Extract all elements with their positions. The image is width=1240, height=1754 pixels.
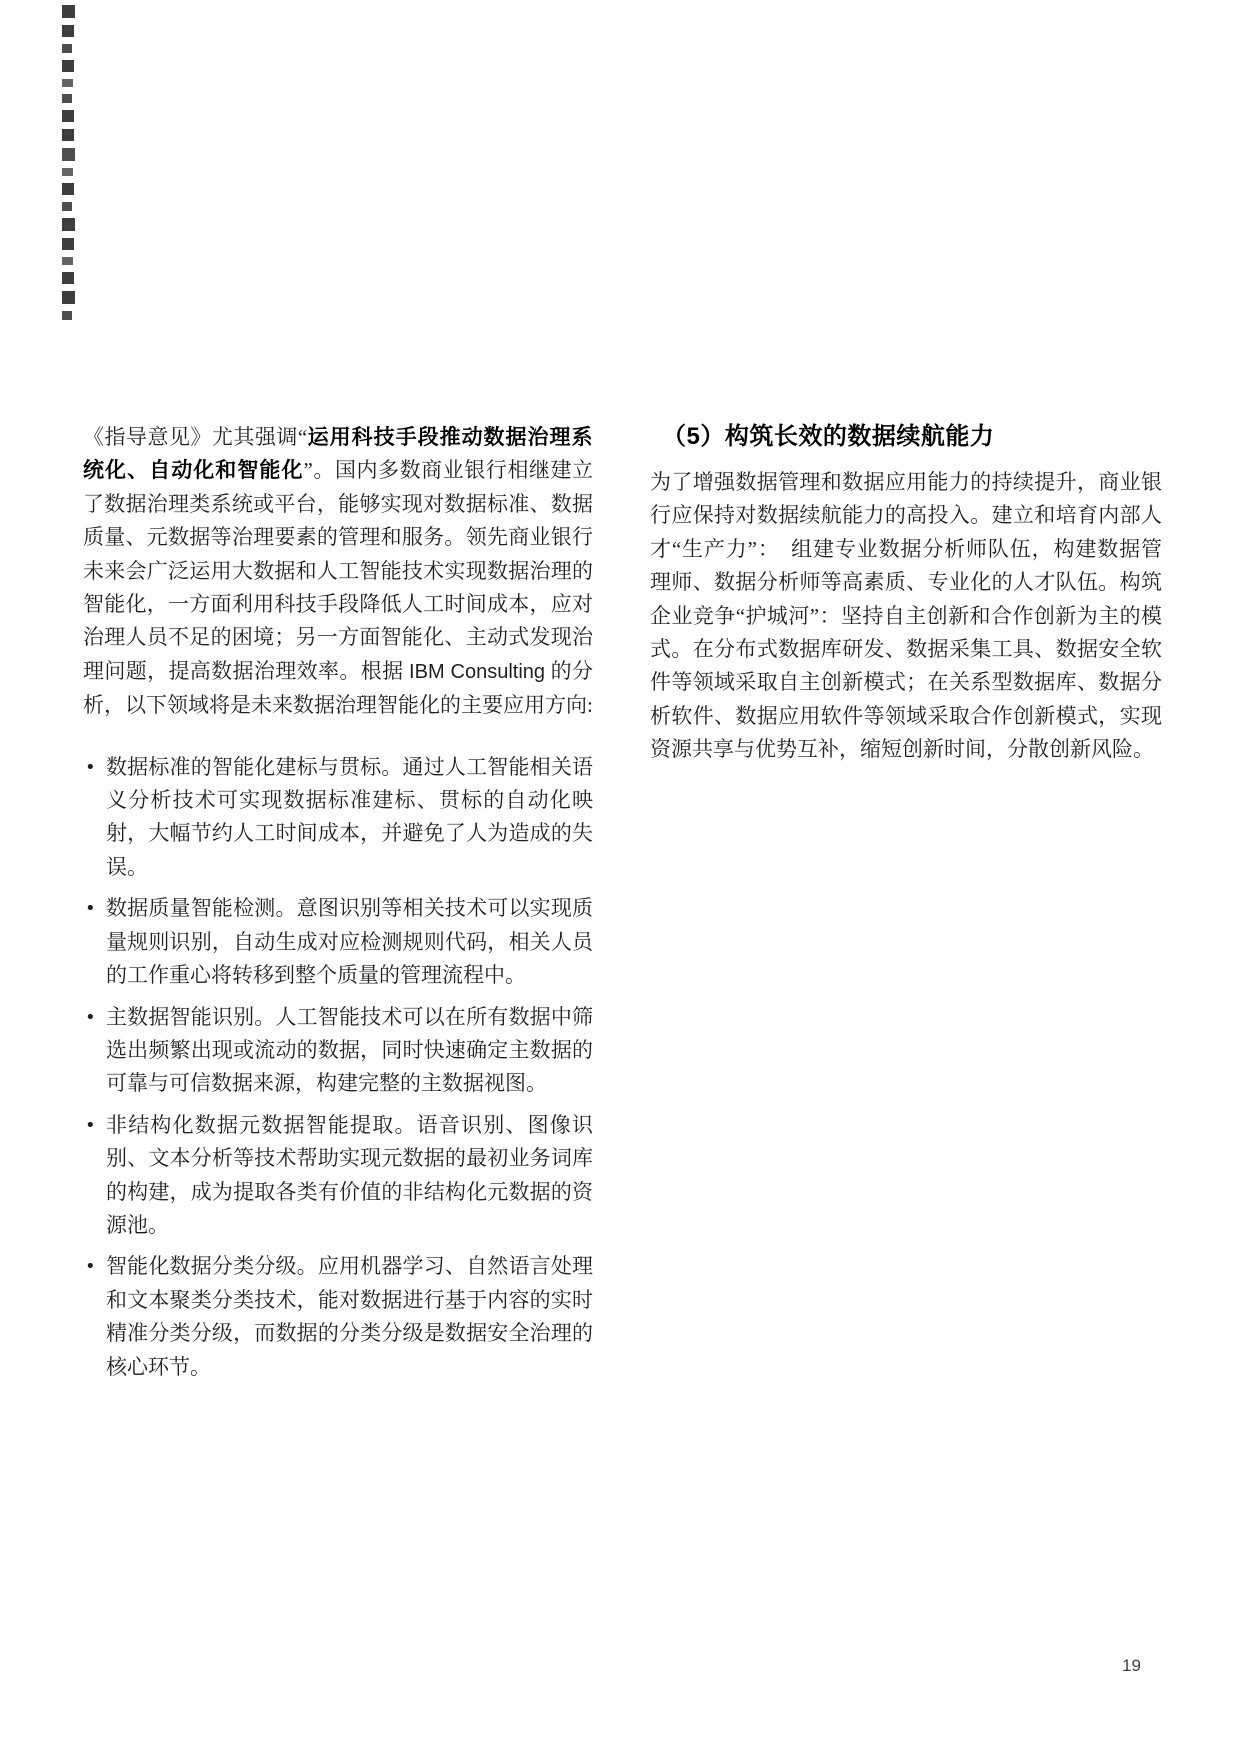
intro-body-tail-text: 的分析，以下领域将是未来数据治理智能化的主要应用方向: — [83, 658, 594, 718]
list-item — [83, 1001, 593, 1101]
application-areas-list — [83, 751, 593, 1384]
edge-mark — [62, 148, 75, 161]
edge-mark — [62, 110, 74, 122]
edge-mark — [62, 168, 73, 176]
list-item — [83, 892, 593, 992]
bullet-dot: • — [85, 1114, 96, 1136]
edge-mark — [62, 60, 74, 72]
edge-mark — [62, 257, 73, 265]
intro-bold-emphasis: 运用科技手段推动数据治理系统化、自动化和智能化 — [83, 426, 594, 483]
edge-mark — [62, 129, 74, 141]
list-item-text: 主数据智能识别。人工智能技术可以在所有数据中筛选出频繁出现或流动的数据，同时快速确定主数据的可靠与可信数据来源，构建完整的主数据视图。 — [106, 1004, 593, 1096]
edge-mark — [62, 202, 72, 211]
list-item-text: 数据标准的智能化建标与贯标。通过人工智能相关语义分析技术可实现数据标准建标、贯标的自动化映射，大幅节约人工时间成本，并避免了人为造成的失误。 — [106, 754, 593, 879]
list-item — [83, 1109, 593, 1243]
edge-mark — [62, 291, 75, 304]
section-heading: （5）构筑长效的数据续航能力 — [662, 423, 995, 450]
list-item-text: 非结构化数据元数据智能提取。语音识别、图像识别、文本分析等技术帮助实现元数据的最初业务词库的构建，成为提取各类有价值的非结构化元数据的资源池。 — [106, 1112, 593, 1237]
page-number: 19 — [1122, 1656, 1141, 1675]
edge-mark — [62, 5, 75, 18]
list-item — [83, 1250, 593, 1384]
edge-mark — [62, 311, 72, 320]
list-item-text: 智能化数据分类分级。应用机器学习、自然语言处理和文本聚类分类技术，能对数据进行基于内容的实时精准分类分级，而数据的分类分级是数据安全治理的核心环节。 — [106, 1254, 593, 1379]
ibm-consulting-text: IBM Consulting — [409, 660, 546, 683]
list-item — [83, 751, 593, 885]
edge-bleed-marks — [62, 5, 82, 320]
edge-mark — [62, 25, 74, 37]
bullet-dot: • — [85, 898, 96, 920]
edge-mark — [62, 79, 73, 87]
edge-mark — [62, 183, 74, 195]
intro-prefix-text: 《指导意见》尤其强调“ — [83, 425, 308, 449]
intro-paragraph — [83, 421, 593, 723]
edge-mark — [62, 44, 72, 53]
edge-mark — [62, 238, 74, 250]
left-column — [83, 421, 593, 1392]
intro-body-text: ”。国内多数商业银行相继建立了数据治理类系统或平台，能够实现对数据标准、数据质量、元数据等治理要素的管理和服务。领先商业银行未来会广泛运用大数据和人工智能技术实现数据治理的智能化，一方面利用科技手段降低人工时间成本，应对治理人员不足的困境；另一方面智能化、主动式发现治理问题，提高数据治理效率。根据 — [83, 458, 593, 683]
section-body-paragraph: 为了增强数据管理和数据应用能力的持续提升，商业银行应保持对数据续航能力的高投入。建立和培育内部人才“生产力”： 组建专业数据分析师队伍，构建数据管理师、数据分析师等高素质、专业化的人才队伍。构筑企业竞争“护城河”：坚持自主创新和合作创新为主的模式。在分布式数据库研发、数据采集工具、数据安全软件等领域采取自主创新模式；在关系型数据库、数据分析软件、数据应用软件等领域采取合作创新模式，实现资源共享与优势互补，缩短创新时间，分散创新风险。 — [650, 470, 1162, 762]
edge-mark — [62, 272, 74, 284]
bullet-dot: • — [85, 756, 96, 778]
bullet-dot: • — [85, 1006, 96, 1028]
edge-mark — [62, 94, 72, 103]
edge-mark — [62, 218, 75, 231]
bullet-dot: • — [85, 1256, 96, 1278]
list-item-text: 数据质量智能检测。意图识别等相关技术可以实现质量规则识别，自动生成对应检测规则代码，相关人员的工作重心将转移到整个质量的管理流程中。 — [106, 896, 593, 988]
right-column — [650, 421, 1162, 767]
